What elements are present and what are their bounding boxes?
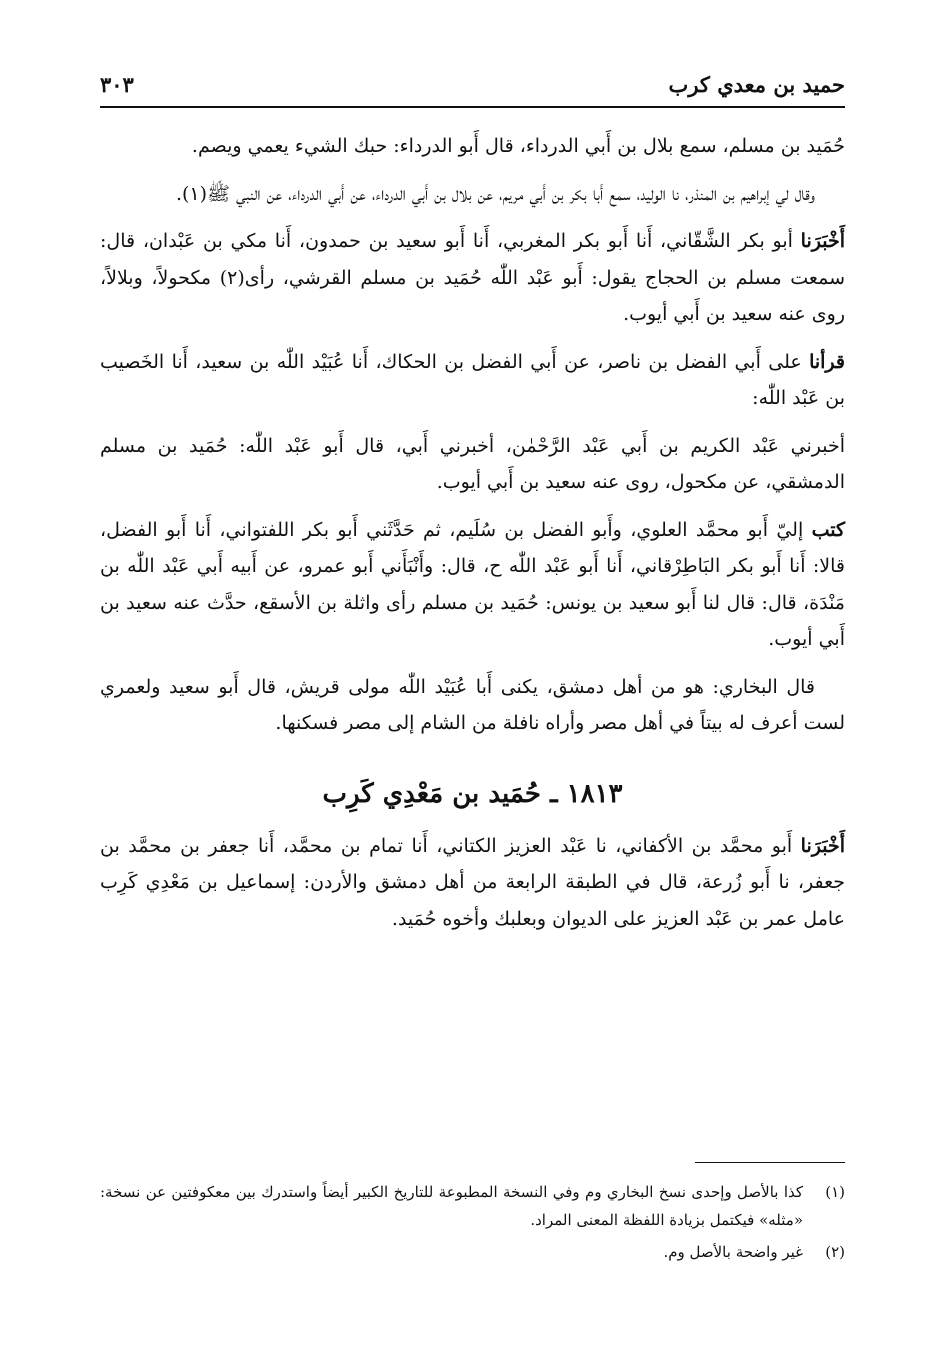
paragraph-6 <box>100 512 845 658</box>
paragraph-keyword: أَخْبَرَنا <box>800 230 845 252</box>
paragraph-text: قال البخاري: هو من أهل دمشق، يكنى أَبا عُبَيْد اللّٰه مولى قريش، قال أَبو سعيد ولعمري لست أعرف له بيتاً في أهل مصر وأراه نافلة من الشام إلى مصر فسكنها. <box>100 675 845 734</box>
footnote-text: غير واضحة بالأصل وم. <box>663 1243 803 1261</box>
footnote-1 <box>100 1178 845 1234</box>
paragraph-text: حُمَيد بن مسلم، سمع بلال بن أَبي الدرداء، قال أَبو الدرداء: حبك الشيء يعمي ويصم. <box>191 135 845 157</box>
paragraph-text: أخبرني عَبْد الكريم بن أَبي عَبْد الرَّحْمٰن، أخبرني أَبي، قال أَبو عَبْد اللّٰه: حُمَيد بن مسلم الدمشقي، عن مكحول، روى عنه سعيد بن أَبي أيوب. <box>100 434 845 493</box>
paragraph-text: على أَبي الفضل بن ناصر، عن أَبي الفضل بن الحكاك، أَنا عُبَيْد اللّٰه بن سعيد، أَنا الخَصيب بن عَبْد اللّٰه: <box>100 350 845 409</box>
footnote-number: (١) <box>825 1183 845 1201</box>
footnote-rule <box>695 1162 845 1163</box>
paragraph-7 <box>100 669 845 742</box>
footnotes <box>100 1178 845 1270</box>
paragraph-2 <box>100 176 845 213</box>
footnote-text: كذا بالأصل وإحدى نسخ البخاري وم وفي النسخة المطبوعة للتاريخ الكبير أيضاً واستدرك بين معكوفتين عن نسخة: «مثله» فيكتمل بزيادة اللفظة المعنى المراد. <box>100 1183 803 1229</box>
paragraph-3 <box>100 223 845 333</box>
paragraph-1 <box>100 128 845 165</box>
header-rule <box>100 106 845 108</box>
paragraph-4 <box>100 344 845 417</box>
main-text <box>100 128 845 948</box>
page-number: ٣٠٣ <box>100 72 134 97</box>
paragraph-5 <box>100 428 845 501</box>
footnote-number: (٢) <box>825 1243 845 1261</box>
paragraph-text: أبو بكر الشَّقّاني، أَنا أَبو بكر المغربي، أَنا أَبو سعيد بن حمدون، أَنا مكي بن عَبْدان، قال: سمعت مسلم بن الحجاج يقول: أَبو عَبْد اللّٰه حُمَيد بن مسلم القرشي، رأى(٢) مكحولاً، وبلالاً، روى عنه سعيد بن أَبي أيوب. <box>100 230 845 325</box>
entry-paragraph-1 <box>100 828 845 938</box>
paragraph-keyword: قرأنا <box>809 350 845 373</box>
running-head <box>100 72 845 106</box>
paragraph-text: وقال لي إبراهيم بن المنذر، نا الوليد، سمع أَبا بكر بن أَبي مريم، عن بلال بن أَبي الدرداء، عن أَبي الدرداء، عن النبي ﷺ(١). <box>175 182 815 205</box>
paragraph-text: إليّ أَبو محمَّد العلوي، وأَبو الفضل بن سُلَيم، ثم حَدَّثَني أَبو بكر اللفتواني، أَنا أَبو الفضل، قالا: أَنا أَبو بكر البَاطِرْقاني، أَنا أَبو عَبْد اللّٰه ح، قال: وأَنْبَأَني أَبو عمرو، عن أَبيه أَبي عَبْد اللّٰه بن مَنْدَة، قال: قال لنا أَبو سعيد بن يونس: حُمَيد بن مسلم رأى واثلة بن الأسقع، حدَّث عنه سعيد بن أَبي أيوب. <box>100 518 845 650</box>
running-head-title: حميد بن معدي كرب <box>668 72 845 97</box>
entry-heading: ١٨١٣ ـ حُمَيد بن مَعْدِي كَرِب <box>322 778 623 809</box>
paragraph-keyword: كتب <box>811 518 845 541</box>
footnote-2 <box>100 1238 845 1266</box>
paragraph-keyword: أَخْبَرَنا <box>800 834 845 857</box>
paragraph-text: أَبو محمَّد بن الأكفاني، نا عَبْد العزيز الكتاني، أَنا تمام بن محمَّد، أَنا جعفر بن محمَّد بن جعفر، نا أَبو زُرعة، قال في الطبقة الرابعة من أهل دمشق والأردن: إسماعيل بن مَعْدِي كَرِب عامل عمر بن عَبْد العزيز على الديوان وبعلبك وأخوه حُمَيد. <box>100 834 845 930</box>
